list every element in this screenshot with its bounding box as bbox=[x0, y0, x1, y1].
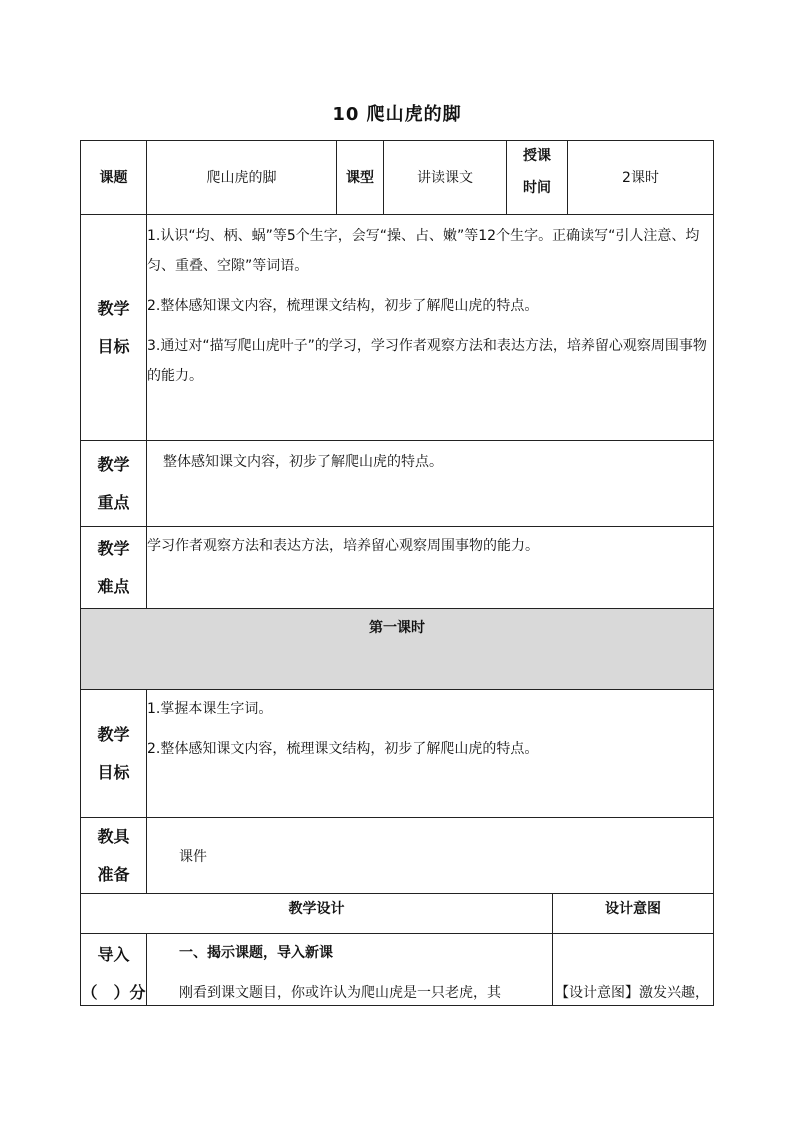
type-label-cell bbox=[336, 140, 384, 215]
document-title: 10 爬山虎的脚 bbox=[332, 104, 462, 125]
time-label-line1: 授课 bbox=[523, 148, 551, 164]
goals-label-cell bbox=[80, 214, 147, 441]
difficulties-content-cell bbox=[146, 526, 714, 609]
time-value: 2课时 bbox=[622, 169, 659, 186]
key-points-label-line1: 教学 bbox=[97, 454, 130, 474]
lesson-goals-label-line1: 教学 bbox=[97, 724, 130, 744]
lesson-goals-content-cell bbox=[146, 689, 714, 818]
intro-label-line2: （ ）分 bbox=[81, 983, 146, 1002]
materials-label-cell bbox=[80, 817, 147, 894]
intro-content-cell bbox=[146, 933, 553, 1006]
goal-item-1: 1.认识“均、柄、蜗”等5个生字，会写“操、占、嫩”等12个生字。正确读写“引人注意、均匀、重叠、空隙”等词语。 bbox=[147, 228, 700, 274]
intro-intent: 【设计意图】激发兴趣， bbox=[555, 985, 709, 1001]
topic-value-cell bbox=[146, 140, 337, 215]
topic-value: 爬山虎的脚 bbox=[206, 169, 277, 186]
intro-text: 刚看到课文题目，你或许认为爬山虎是一只老虎，其 bbox=[179, 985, 501, 1001]
lesson-goal-item-1: 1.掌握本课生字词。 bbox=[147, 701, 273, 717]
design-header-right-cell bbox=[552, 893, 714, 934]
section-header-cell bbox=[80, 608, 714, 690]
design-header-right: 设计意图 bbox=[605, 901, 661, 917]
design-header-left: 教学设计 bbox=[288, 901, 345, 917]
difficulties-label-line1: 教学 bbox=[97, 538, 130, 558]
materials-content-cell bbox=[146, 817, 714, 894]
goals-label-line2: 目标 bbox=[97, 336, 130, 356]
key-points-text: 整体感知课文内容，初步了解爬山虎的特点。 bbox=[163, 454, 443, 470]
section-title: 第一课时 bbox=[369, 620, 425, 636]
goals-label-line1: 教学 bbox=[97, 298, 130, 318]
topic-label-cell bbox=[80, 140, 147, 215]
materials-text: 课件 bbox=[179, 849, 207, 865]
intro-intent-cell bbox=[552, 933, 714, 1006]
goal-item-3: 3.通过对“描写爬山虎叶子”的学习，学习作者观察方法和表达方法，培养留心观察周围事物的能力。 bbox=[147, 338, 707, 384]
key-points-label-cell bbox=[80, 440, 147, 527]
type-value-cell bbox=[383, 140, 507, 215]
key-points-content-cell bbox=[146, 440, 714, 527]
type-label: 课型 bbox=[346, 169, 374, 186]
goal-item-2: 2.整体感知课文内容，梳理课文结构，初步了解爬山虎的特点。 bbox=[147, 298, 539, 314]
type-value: 讲读课文 bbox=[417, 169, 473, 186]
design-header-left-cell bbox=[80, 893, 553, 934]
materials-label-line1: 教具 bbox=[97, 826, 130, 846]
lesson-goal-item-2: 2.整体感知课文内容，梳理课文结构，初步了解爬山虎的特点。 bbox=[147, 741, 539, 757]
intro-label-line1: 导入 bbox=[97, 945, 130, 964]
difficulties-label-line2: 难点 bbox=[97, 576, 130, 596]
lesson-goals-label-line2: 目标 bbox=[97, 762, 130, 782]
intro-label-cell bbox=[80, 933, 147, 1006]
time-value-cell bbox=[567, 140, 714, 215]
goals-content-cell bbox=[146, 214, 714, 441]
topic-label: 课题 bbox=[99, 169, 128, 186]
time-label-cell bbox=[506, 140, 568, 215]
lesson-goals-label-cell bbox=[80, 689, 147, 818]
difficulties-text: 学习作者观察方法和表达方法，培养留心观察周围事物的能力。 bbox=[147, 538, 539, 554]
difficulties-label-cell bbox=[80, 526, 147, 609]
time-label-line2: 时间 bbox=[523, 180, 551, 196]
materials-label-line2: 准备 bbox=[97, 864, 130, 884]
key-points-label-line2: 重点 bbox=[97, 492, 130, 512]
intro-heading: 一、揭示课题，导入新课 bbox=[179, 945, 333, 961]
